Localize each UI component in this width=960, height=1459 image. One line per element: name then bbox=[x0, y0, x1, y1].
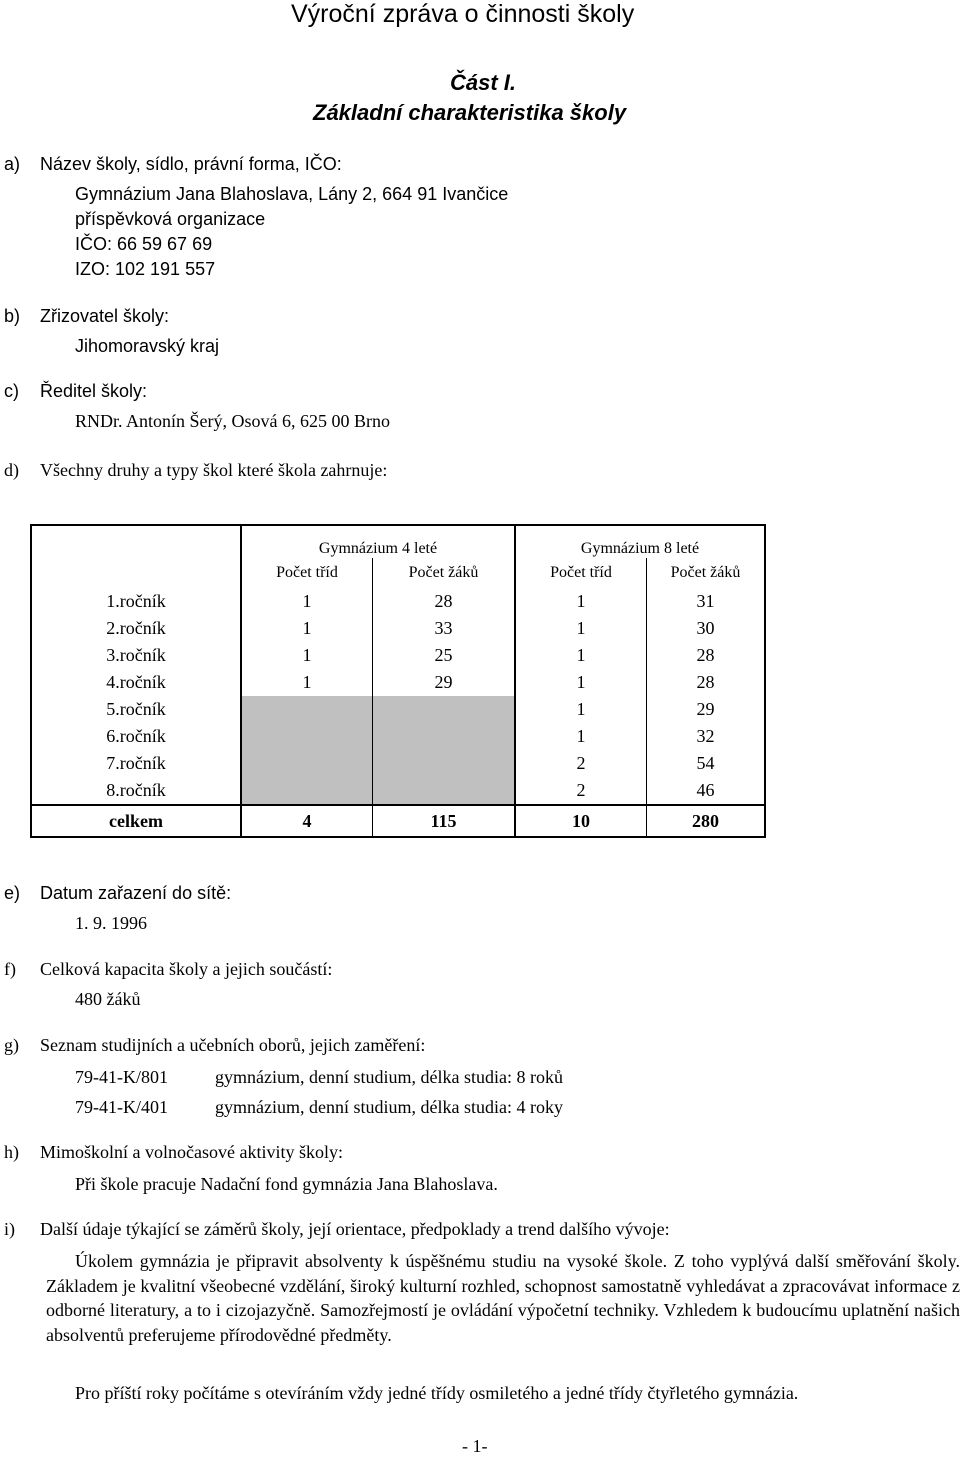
page-title: Výroční zpráva o činnosti školy bbox=[291, 0, 635, 28]
section-h-label: h) bbox=[4, 1142, 19, 1162]
section-h-heading: Mimoškolní a volnočasové aktivity školy: bbox=[40, 1142, 343, 1162]
section-i-heading: Další údaje týkající se záměrů školy, její orientace, předpoklady a trend dalšího vývoje: bbox=[40, 1219, 670, 1239]
group-8-year: Gymnázium 8 leté bbox=[580, 540, 700, 557]
section-a-heading: Název školy, sídlo, právní forma, IČO: bbox=[40, 154, 342, 174]
section-d-heading: Všechny druhy a typy škol které škola zahrnuje: bbox=[40, 460, 388, 480]
table-subheader bbox=[31, 558, 765, 588]
field-code: 79-41-K/401 bbox=[75, 1097, 168, 1117]
izo: IZO: 102 191 557 bbox=[75, 259, 216, 279]
empty-cell bbox=[373, 777, 516, 805]
table-corner bbox=[31, 525, 241, 558]
school-name: Gymnázium Jana Blahoslava, Lány 2, 664 91 Ivančice bbox=[75, 184, 509, 204]
table-row: 6.ročník 1 32 bbox=[31, 723, 765, 750]
section-e-heading: Datum zařazení do sítě: bbox=[40, 883, 232, 903]
table-row: 4.ročník 1 29 1 28 bbox=[31, 669, 765, 696]
section-i-label: i) bbox=[4, 1219, 15, 1239]
section-e-label: e) bbox=[4, 883, 21, 903]
page-number: - 1- bbox=[462, 1436, 488, 1456]
section-g-label: g) bbox=[4, 1035, 19, 1055]
section-f-heading: Celková kapacita školy a jejich součástí: bbox=[40, 959, 333, 979]
section-c-heading: Ředitel školy: bbox=[40, 381, 148, 401]
empty-cell bbox=[373, 750, 516, 777]
activities: Při škole pracuje Nadační fond gymnázia Jana Blahoslava. bbox=[75, 1174, 498, 1194]
field-description: gymnázium, denní studium, délka studia: 8 roků bbox=[215, 1067, 563, 1087]
part-label: Část I. bbox=[450, 70, 517, 95]
outlook-paragraph: Úkolem gymnázia je připravit absolventy k úspěšnému studiu na vysoké škole. Z toho vyplývá další směřování školy. Základem je kvalitní všeobecné vzdělání, široký kulturní rozhled, schopnost samostatně vyhledávat a zpracovávat informace z odborné literatury, a to i cizojazyčně. Samozřejmostí je ovládání výpočetní techniky. Vzhledem k budoucímu uplatnění našich absolventů preferujeme přírodovědné předměty. bbox=[46, 1251, 960, 1345]
table-row: 8.ročník 2 46 bbox=[31, 777, 765, 805]
class-table bbox=[30, 524, 766, 838]
subheader-g4-classes: Počet tříd bbox=[241, 558, 373, 588]
section-b-label: b) bbox=[4, 306, 21, 326]
table-group-header bbox=[31, 525, 765, 558]
table-total-row: celkem 4 115 10 280 bbox=[31, 805, 765, 837]
table-row: 1.ročník 1 28 1 31 bbox=[31, 588, 765, 615]
empty-cell bbox=[373, 696, 516, 723]
table-row: 5.ročník 1 29 bbox=[31, 696, 765, 723]
section-a-label: a) bbox=[4, 154, 21, 174]
plans-paragraph: Pro příští roky počítáme s otevíráním vždy jedné třídy osmiletého a jedné třídy čtyřletého gymnázia. bbox=[75, 1383, 799, 1403]
empty-cell bbox=[241, 723, 373, 750]
director: RNDr. Antonín Šerý, Osová 6, 625 00 Brno bbox=[75, 411, 390, 431]
table-row: 3.ročník 1 25 1 28 bbox=[31, 642, 765, 669]
section-f-label: f) bbox=[4, 959, 16, 979]
founder: Jihomoravský kraj bbox=[75, 336, 220, 356]
subheader-g8-classes: Počet tříd bbox=[515, 558, 647, 588]
empty-cell bbox=[373, 723, 516, 750]
table-row: 7.ročník 2 54 bbox=[31, 750, 765, 777]
section-d-label: d) bbox=[4, 460, 19, 480]
network-date: 1. 9. 1996 bbox=[75, 913, 147, 933]
field-code: 79-41-K/801 bbox=[75, 1067, 168, 1087]
empty-cell bbox=[241, 696, 373, 723]
group-4-year: Gymnázium 4 leté bbox=[241, 525, 515, 558]
part-subtitle: Základní charakteristika školy bbox=[313, 100, 627, 125]
empty-cell bbox=[241, 777, 373, 805]
section-c-label: c) bbox=[4, 381, 19, 401]
legal-form: příspěvková organizace bbox=[75, 209, 266, 229]
empty-cell bbox=[241, 750, 373, 777]
ico: IČO: 66 59 67 69 bbox=[75, 234, 213, 254]
subheader-g4-students: Počet žáků bbox=[373, 558, 516, 588]
section-g-heading: Seznam studijních a učebních oborů, jejich zaměření: bbox=[40, 1035, 426, 1055]
capacity: 480 žáků bbox=[75, 989, 141, 1009]
section-b-heading: Zřizovatel školy: bbox=[40, 306, 170, 326]
subheader-g8-students: Počet žáků bbox=[670, 564, 741, 581]
table-row: 2.ročník 1 33 1 30 bbox=[31, 615, 765, 642]
field-description: gymnázium, denní studium, délka studia: 4 roky bbox=[215, 1097, 563, 1117]
